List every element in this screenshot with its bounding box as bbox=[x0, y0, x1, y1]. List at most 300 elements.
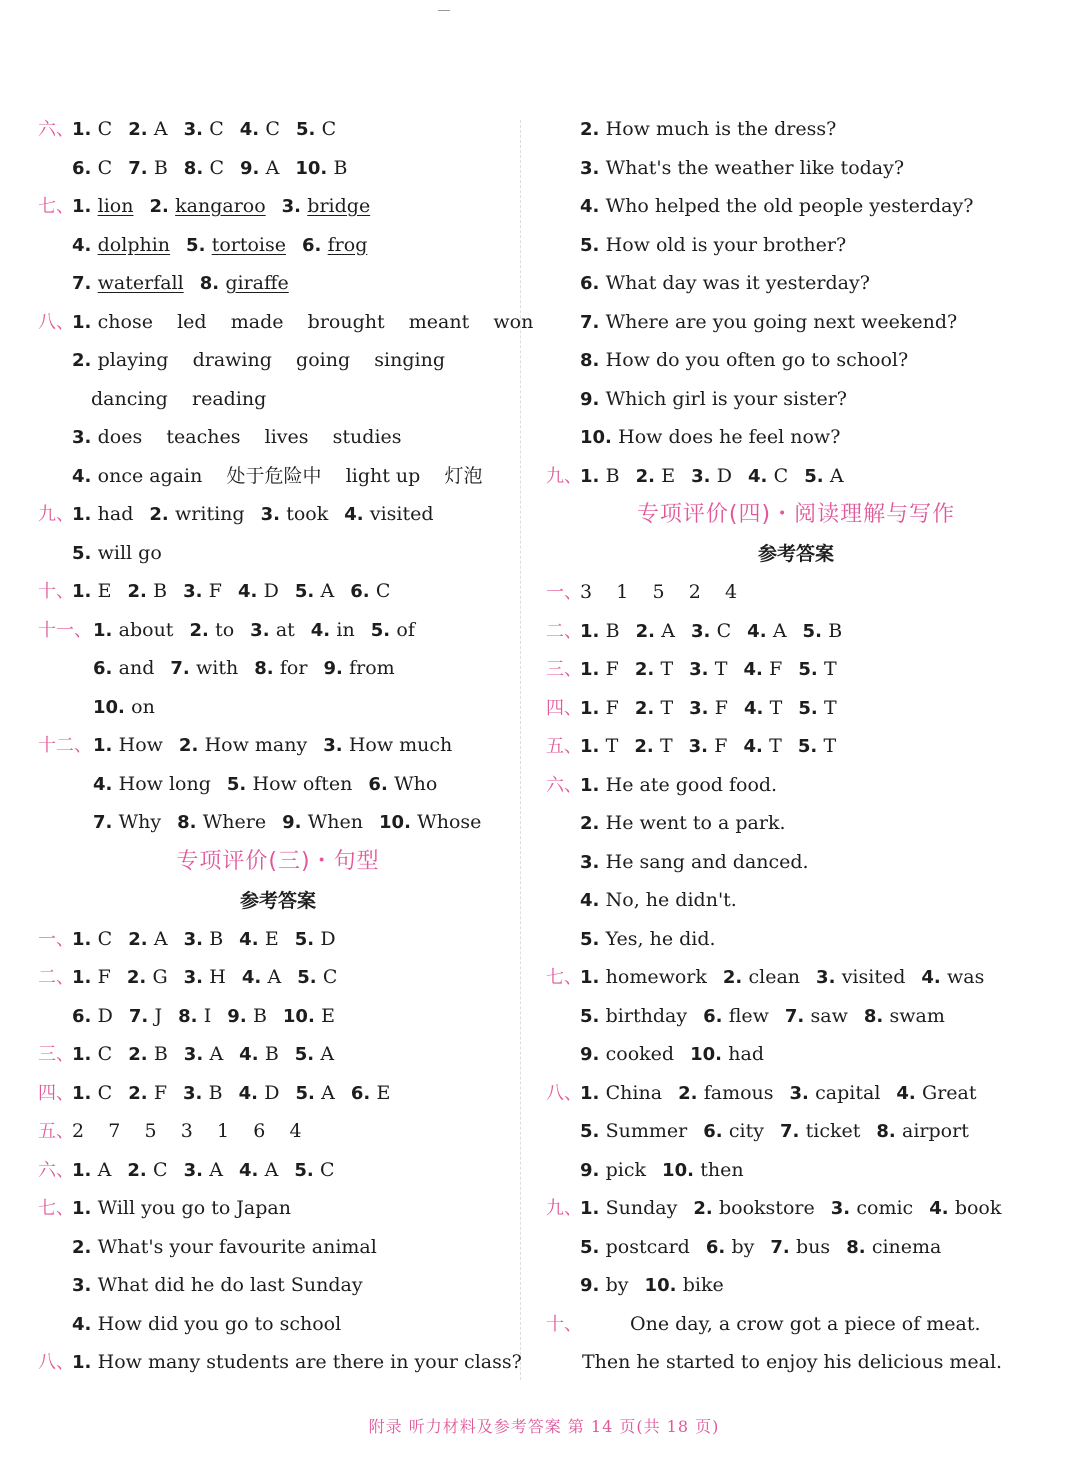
answer-item bbox=[254, 657, 307, 679]
item-answer: Yes, he did. bbox=[605, 927, 716, 950]
item-number: 1. bbox=[580, 659, 606, 680]
item-answer: with bbox=[196, 657, 239, 679]
answer-item bbox=[72, 1159, 111, 1181]
section-heading: 专项评价(三)・句型 bbox=[176, 848, 380, 874]
item-number: 4. bbox=[72, 1313, 98, 1335]
item-answer: D bbox=[263, 580, 279, 602]
item-number: 2. bbox=[128, 928, 154, 950]
answers-label: 参考答案 bbox=[239, 889, 316, 912]
item-answer: for bbox=[279, 657, 308, 679]
item-number: 1. bbox=[72, 1352, 98, 1373]
item-number: 1. bbox=[72, 311, 98, 333]
answer-item bbox=[72, 272, 184, 294]
item-number: 5. bbox=[294, 928, 321, 950]
item-answer: flew bbox=[728, 1004, 769, 1027]
answer-line bbox=[546, 418, 1046, 457]
section-number: 三、 bbox=[546, 659, 582, 680]
answer-line bbox=[546, 727, 1046, 766]
item-number: 7. bbox=[784, 1005, 811, 1027]
answer-item bbox=[72, 1005, 113, 1027]
item-answer: in bbox=[336, 618, 355, 641]
item-answer: C bbox=[97, 118, 113, 140]
answer-item bbox=[128, 157, 168, 179]
answer-line bbox=[38, 226, 518, 265]
item-number: 9. bbox=[580, 1159, 606, 1181]
answer-item bbox=[678, 1082, 773, 1104]
answer-item bbox=[184, 1043, 223, 1065]
item-number: 3. bbox=[323, 735, 349, 756]
answer-item bbox=[72, 1082, 112, 1104]
answer-line bbox=[38, 264, 518, 303]
answer-line bbox=[38, 649, 518, 688]
section-number: 十、 bbox=[38, 581, 74, 602]
answer-item bbox=[747, 620, 786, 642]
item-answer: C bbox=[97, 156, 113, 179]
item-number: 1. bbox=[72, 1082, 98, 1104]
item-answer: C bbox=[319, 1158, 335, 1181]
item-number: 9. bbox=[239, 157, 266, 179]
item-answer: T bbox=[714, 658, 728, 680]
answer-item bbox=[921, 966, 984, 988]
item-number: 4. bbox=[747, 620, 773, 642]
item-answer: 3 1 5 2 4 bbox=[580, 581, 738, 603]
item-answer: T bbox=[769, 735, 782, 757]
item-number: 10. bbox=[580, 427, 619, 448]
item-number: 2. bbox=[149, 196, 176, 217]
item-answer: lion bbox=[97, 195, 134, 217]
item-number: 10. bbox=[282, 1005, 322, 1027]
item-number: 1. bbox=[72, 196, 98, 217]
item-number: 3. bbox=[789, 1082, 816, 1104]
item-number: 3. bbox=[183, 581, 209, 602]
answer-item bbox=[93, 734, 163, 756]
answer-item bbox=[798, 658, 836, 680]
item-number: 1. bbox=[580, 697, 606, 719]
item-answer: airport bbox=[902, 1120, 969, 1142]
item-answer: How bbox=[118, 734, 163, 756]
answer-line bbox=[38, 1074, 518, 1113]
item-number: 6. bbox=[703, 1005, 729, 1027]
item-number: 3. bbox=[183, 928, 210, 950]
answer-item bbox=[929, 1197, 1001, 1219]
section-number: 一、 bbox=[546, 582, 582, 603]
answer-item bbox=[177, 811, 266, 833]
section-number: 六、 bbox=[38, 1159, 74, 1181]
section-number: 十、 bbox=[546, 1313, 582, 1335]
page-footer: 附录 听力材料及参考答案 第 14 页(共 18 页) bbox=[368, 1417, 720, 1436]
right-column bbox=[546, 110, 1046, 1382]
answer-item bbox=[580, 1159, 646, 1181]
item-answer: A bbox=[661, 619, 675, 642]
answer-item bbox=[689, 658, 727, 680]
answer-line bbox=[546, 303, 1046, 342]
section-heading: 专项评价(四)・阅读理解与写作 bbox=[636, 502, 956, 527]
section-number: 八、 bbox=[38, 1352, 74, 1373]
answer-item bbox=[645, 1274, 724, 1296]
answer-item bbox=[282, 811, 363, 833]
answer-item bbox=[703, 1005, 769, 1027]
answer-item bbox=[580, 620, 620, 642]
answer-item bbox=[184, 157, 224, 179]
item-number: 9. bbox=[323, 658, 350, 679]
item-number: 3. bbox=[580, 157, 606, 179]
item-number: 4. bbox=[748, 465, 774, 487]
item-number: 9. bbox=[580, 1044, 606, 1065]
item-number: 3. bbox=[72, 1275, 98, 1296]
item-answer: B bbox=[605, 619, 620, 642]
answer-line bbox=[546, 1151, 1046, 1190]
item-number: 8. bbox=[177, 812, 203, 833]
answer-item bbox=[294, 1159, 334, 1181]
item-number: 2. bbox=[678, 1082, 704, 1104]
answer-line bbox=[38, 303, 534, 342]
answer-item bbox=[200, 272, 289, 294]
item-answer: B bbox=[605, 464, 620, 487]
item-answer: capital bbox=[815, 1081, 881, 1104]
item-number: 7. bbox=[580, 311, 606, 333]
answer-item bbox=[128, 118, 167, 140]
answer-item bbox=[790, 1082, 881, 1104]
item-answer: A bbox=[267, 966, 282, 988]
item-number: 4. bbox=[580, 890, 606, 911]
answer-item bbox=[580, 1043, 674, 1065]
item-answer: B bbox=[264, 1043, 279, 1065]
answer-item bbox=[323, 734, 452, 756]
essay-line: Then he started to enjoy his delicious meal. bbox=[582, 1351, 1003, 1373]
answer-item bbox=[580, 465, 620, 487]
answer-item bbox=[227, 1005, 267, 1027]
item-answer: How often bbox=[252, 772, 353, 795]
item-answer: dancing reading bbox=[91, 387, 267, 410]
answer-item bbox=[295, 157, 347, 179]
item-number: 3. bbox=[691, 465, 717, 487]
item-number: 8. bbox=[580, 350, 606, 371]
answer-item bbox=[662, 1159, 744, 1181]
section-number: 一、 bbox=[38, 928, 74, 950]
item-number: 3. bbox=[183, 1044, 210, 1065]
answer-item bbox=[896, 1082, 976, 1104]
item-number: 1. bbox=[580, 465, 606, 487]
item-number: 8. bbox=[199, 273, 226, 294]
item-answer: A bbox=[97, 1158, 112, 1181]
item-number: 1. bbox=[72, 1198, 98, 1219]
item-number: 10. bbox=[644, 1275, 683, 1296]
answer-line bbox=[38, 688, 518, 727]
item-number: 1. bbox=[580, 774, 606, 796]
item-number: 4. bbox=[238, 1159, 265, 1181]
item-number: 8. bbox=[178, 1005, 204, 1027]
item-number: 2. bbox=[189, 619, 216, 641]
answer-item bbox=[816, 966, 905, 988]
item-answer: took bbox=[286, 503, 329, 525]
answer-item bbox=[580, 1197, 677, 1219]
answer-line bbox=[546, 187, 1046, 226]
item-number: 10. bbox=[379, 812, 418, 833]
column-divider bbox=[520, 120, 521, 1380]
item-answer: cooked bbox=[605, 1043, 675, 1065]
item-number: 5. bbox=[798, 697, 824, 719]
item-number: 2. bbox=[634, 659, 661, 680]
answer-item bbox=[72, 542, 162, 564]
answer-item bbox=[127, 1159, 167, 1181]
section-number: 二、 bbox=[38, 967, 74, 988]
item-answer: F bbox=[714, 735, 728, 757]
item-answer: Where bbox=[202, 811, 267, 833]
answer-item bbox=[184, 1159, 223, 1181]
item-number: 4. bbox=[238, 1082, 265, 1104]
item-number: 2. bbox=[128, 1082, 154, 1104]
item-number: 1. bbox=[93, 619, 119, 641]
item-number: 1. bbox=[580, 967, 606, 988]
left-column bbox=[38, 110, 534, 1382]
answer-line bbox=[38, 1266, 518, 1305]
item-number: 6. bbox=[580, 273, 606, 294]
item-answer: postcard bbox=[605, 1235, 690, 1258]
item-number: 2. bbox=[635, 620, 662, 642]
item-number: 4. bbox=[896, 1082, 923, 1104]
answer-item bbox=[580, 1082, 662, 1104]
item-number: 6. bbox=[93, 658, 119, 679]
answer-line bbox=[546, 1074, 1046, 1113]
item-answer: No, he didn't. bbox=[605, 889, 737, 911]
answer-item bbox=[691, 465, 732, 487]
answer-item bbox=[72, 966, 111, 988]
item-answer: H bbox=[209, 966, 226, 988]
item-answer: Where are you going next weekend? bbox=[605, 310, 958, 333]
item-answer: visited bbox=[369, 503, 434, 525]
section-number: 七、 bbox=[38, 196, 74, 217]
answer-item bbox=[706, 1236, 755, 1258]
item-answer: He went to a park. bbox=[605, 812, 786, 834]
item-number: 3. bbox=[183, 967, 210, 988]
answer-line bbox=[546, 1343, 1046, 1382]
item-answer: Summer bbox=[605, 1120, 688, 1142]
item-number: 5. bbox=[186, 234, 212, 256]
answer-item bbox=[72, 234, 170, 256]
answer-line bbox=[38, 110, 518, 149]
answer-item bbox=[183, 580, 222, 602]
answer-item bbox=[311, 619, 355, 641]
item-number: 2. bbox=[72, 350, 98, 371]
section-number: 九、 bbox=[546, 465, 582, 487]
item-answer: B bbox=[153, 1043, 168, 1065]
answer-item bbox=[798, 697, 836, 719]
answer-item bbox=[580, 1274, 629, 1296]
item-answer: What day was it yesterday? bbox=[605, 272, 870, 294]
answer-line bbox=[546, 149, 1046, 188]
item-answer: E bbox=[661, 464, 676, 487]
item-answer: E bbox=[264, 927, 279, 950]
answer-item bbox=[72, 118, 112, 140]
answer-line bbox=[38, 920, 518, 959]
item-answer: at bbox=[275, 618, 295, 641]
item-answer: Why bbox=[118, 811, 162, 833]
item-number: 4. bbox=[239, 1044, 265, 1065]
item-answer: T bbox=[660, 658, 674, 680]
answer-item bbox=[282, 195, 371, 217]
item-answer: by bbox=[605, 1274, 629, 1296]
item-number: 3. bbox=[816, 967, 842, 988]
item-number: 8. bbox=[863, 1005, 890, 1027]
answer-item bbox=[785, 1005, 848, 1027]
item-number: 5. bbox=[370, 619, 397, 641]
item-number: 1. bbox=[580, 736, 606, 757]
item-answer: E bbox=[321, 1004, 335, 1027]
section-number: 五、 bbox=[38, 1121, 74, 1142]
indent-spacer bbox=[72, 388, 91, 410]
item-answer: How much is the dress? bbox=[605, 118, 837, 140]
answer-item bbox=[295, 1043, 334, 1065]
answer-item bbox=[72, 580, 112, 602]
answer-line bbox=[546, 920, 1046, 959]
item-number: 2. bbox=[580, 813, 606, 834]
item-answer: D bbox=[97, 1004, 113, 1027]
answer-item bbox=[323, 657, 394, 679]
item-answer: C bbox=[97, 927, 113, 950]
item-number: 6. bbox=[705, 1236, 732, 1258]
answer-item bbox=[636, 465, 676, 487]
item-number: 4. bbox=[239, 928, 265, 950]
answer-item bbox=[128, 1082, 167, 1104]
item-answer: How do you often go to school? bbox=[605, 349, 909, 371]
answer-item bbox=[72, 1043, 112, 1065]
answer-line bbox=[38, 187, 518, 226]
item-answer: How much bbox=[348, 734, 453, 756]
answer-item bbox=[128, 1043, 168, 1065]
item-answer: homework bbox=[605, 966, 707, 988]
item-answer: then bbox=[700, 1158, 744, 1181]
section-number: 八、 bbox=[546, 1082, 582, 1104]
answer-item bbox=[635, 658, 673, 680]
item-answer: to bbox=[215, 618, 235, 641]
section-number: 六、 bbox=[38, 119, 74, 140]
item-number: 8. bbox=[183, 157, 210, 179]
answer-line bbox=[546, 226, 1046, 265]
answer-line bbox=[38, 341, 518, 380]
answer-line bbox=[38, 149, 518, 188]
answer-item bbox=[580, 1005, 687, 1027]
answer-item bbox=[803, 620, 843, 642]
section-number: 九、 bbox=[38, 504, 74, 525]
item-answer: cinema bbox=[871, 1235, 942, 1258]
answer-item bbox=[239, 1082, 280, 1104]
item-answer: swam bbox=[889, 1004, 945, 1027]
item-number: 7. bbox=[128, 1005, 155, 1027]
item-answer: will go bbox=[97, 541, 162, 564]
section-number: 四、 bbox=[546, 697, 582, 719]
item-number: 3. bbox=[183, 1082, 209, 1104]
item-answer: book bbox=[954, 1197, 1002, 1219]
item-number: 4. bbox=[921, 967, 948, 988]
item-number: 2. bbox=[634, 697, 661, 719]
item-answer: bookstore bbox=[719, 1197, 815, 1219]
item-answer: How does he feel now? bbox=[618, 426, 841, 448]
item-number: 9. bbox=[580, 388, 606, 410]
section-number: 十一、 bbox=[38, 619, 92, 641]
answer-item bbox=[149, 195, 265, 217]
item-answer: A bbox=[321, 1081, 335, 1104]
item-number: 3. bbox=[72, 427, 98, 448]
item-number: 2. bbox=[126, 967, 153, 988]
answer-item bbox=[804, 465, 843, 487]
item-number: 1. bbox=[72, 967, 98, 988]
item-answer: C bbox=[375, 580, 391, 602]
item-answer: How old is your brother? bbox=[605, 233, 847, 256]
item-answer: kangaroo bbox=[175, 195, 266, 217]
item-answer: D bbox=[716, 464, 732, 487]
item-answer: How long bbox=[118, 772, 211, 795]
item-answer: How many bbox=[204, 734, 308, 756]
item-number: 4. bbox=[929, 1198, 955, 1219]
item-number: 4. bbox=[72, 234, 98, 256]
answer-item bbox=[635, 697, 673, 719]
item-number: 5. bbox=[797, 736, 824, 757]
item-number: 5. bbox=[297, 967, 323, 988]
item-number: 2. bbox=[634, 736, 660, 757]
answer-item bbox=[93, 696, 155, 718]
item-answer: and bbox=[118, 657, 155, 679]
answer-line bbox=[546, 264, 1046, 303]
item-number: 6. bbox=[72, 1005, 98, 1027]
answer-item bbox=[149, 503, 244, 525]
item-answer: Which girl is your sister? bbox=[605, 387, 847, 410]
answer-line bbox=[546, 689, 1046, 728]
item-answer: T bbox=[605, 735, 619, 757]
item-number: 6. bbox=[350, 581, 376, 602]
item-number: 1. bbox=[72, 119, 98, 140]
item-answer: B bbox=[153, 156, 168, 179]
answer-item bbox=[302, 234, 367, 256]
item-answer: C bbox=[209, 156, 224, 179]
item-number: 4. bbox=[310, 619, 337, 641]
item-answer: A bbox=[829, 464, 844, 487]
item-answer: What's the weather like today? bbox=[605, 156, 905, 179]
item-answer: was bbox=[947, 966, 985, 988]
answer-item bbox=[242, 966, 281, 988]
answer-item bbox=[703, 1120, 764, 1142]
answer-line bbox=[38, 958, 518, 997]
answer-line bbox=[546, 1266, 1046, 1305]
item-answer: Great bbox=[922, 1081, 977, 1104]
answer-item bbox=[743, 735, 781, 757]
item-answer: A bbox=[209, 1043, 224, 1065]
item-answer: comic bbox=[856, 1197, 914, 1219]
item-answer: from bbox=[349, 657, 395, 679]
item-number: 5. bbox=[226, 773, 253, 795]
item-number: 7. bbox=[170, 658, 197, 679]
answer-item bbox=[93, 773, 211, 795]
item-answer: F bbox=[97, 966, 111, 988]
item-number: 1. bbox=[72, 504, 98, 525]
top-mark bbox=[438, 10, 450, 11]
item-number: 1. bbox=[580, 1082, 606, 1104]
item-answer: writing bbox=[175, 503, 245, 525]
answer-item bbox=[186, 234, 286, 256]
item-answer: C bbox=[97, 1081, 113, 1104]
answer-item bbox=[72, 928, 112, 950]
answer-line bbox=[38, 495, 518, 534]
item-answer: Sunday bbox=[605, 1197, 678, 1219]
item-number: 1. bbox=[580, 1198, 606, 1219]
item-answer: What's your favourite animal bbox=[97, 1235, 377, 1258]
item-number: 5. bbox=[295, 1082, 322, 1104]
item-answer: D bbox=[264, 1081, 280, 1104]
answer-item bbox=[748, 465, 788, 487]
answer-item bbox=[831, 1197, 913, 1219]
answer-item bbox=[93, 619, 173, 641]
item-answer: 2 7 5 3 1 6 4 bbox=[72, 1120, 302, 1142]
item-answer: B bbox=[153, 580, 168, 602]
